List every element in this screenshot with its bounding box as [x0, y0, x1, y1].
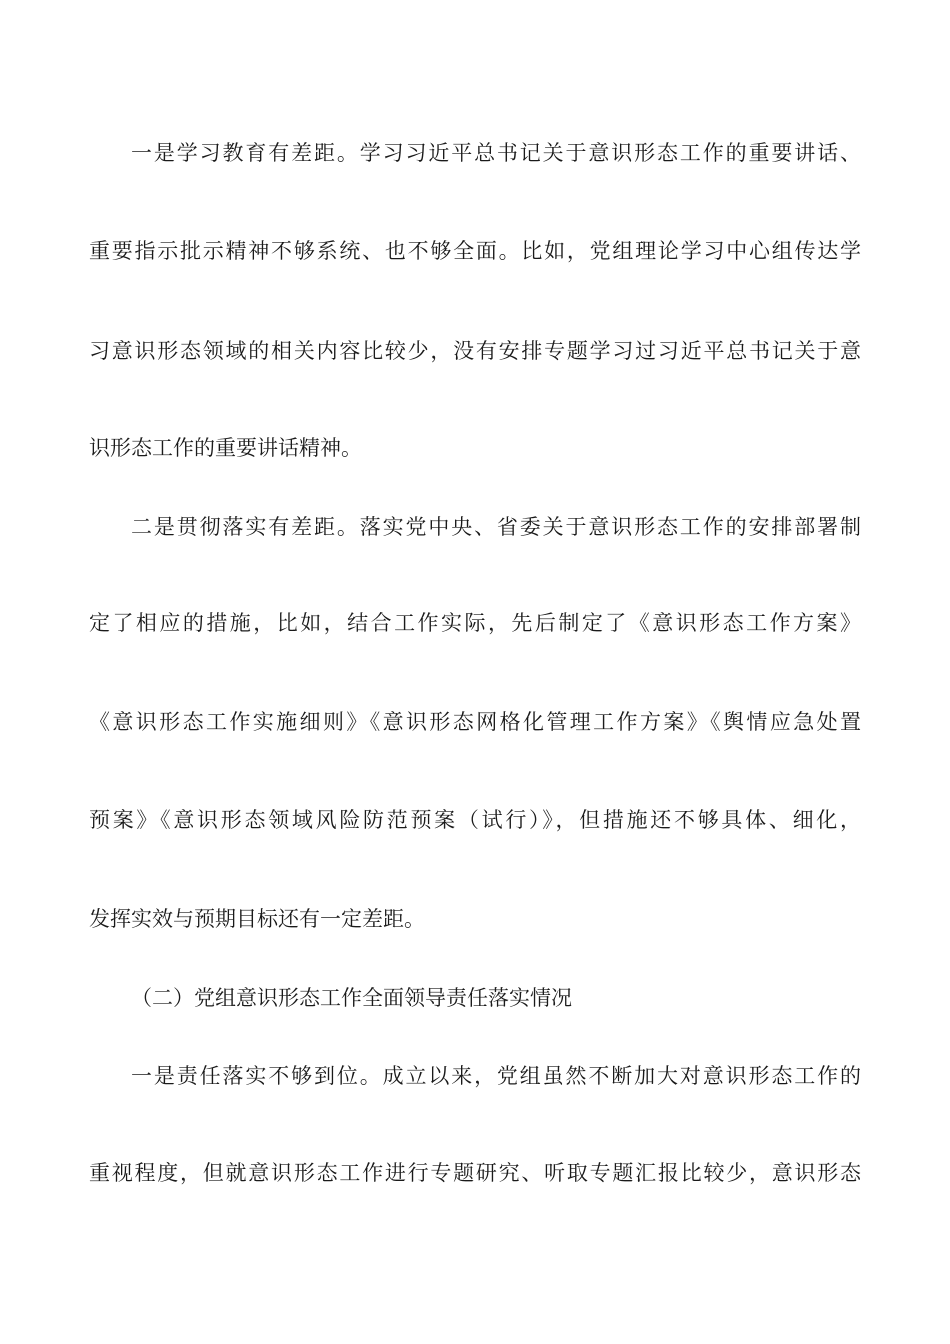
paragraph-1-line-3: 习意识形态领域的相关内容比较少，没有安排专题学习过习近平总书记关于意	[89, 339, 861, 363]
paragraph-2-line-4: 预案》《意识形态领域风险防范预案（试行）》，但措施还不够具体、细化，	[89, 808, 861, 832]
paragraph-2-line-3: 《意识形态工作实施细则》《意识形态网格化管理工作方案》《舆情应急处置	[89, 710, 861, 734]
paragraph-3-line-2: 重视程度，但就意识形态工作进行专题研究、听取专题汇报比较少，意识形态	[89, 1161, 861, 1185]
section-heading: （二）党组意识形态工作全面领导责任落实情况	[131, 986, 572, 1010]
paragraph-1-line-4: 识形态工作的重要讲话精神。	[89, 436, 362, 460]
paragraph-2-line-1: 二是贯彻落实有差距。落实党中央、省委关于意识形态工作的安排部署制	[131, 515, 861, 539]
paragraph-1-line-2: 重要指示批示精神不够系统、也不够全面。比如，党组理论学习中心组传达学	[89, 239, 861, 263]
paragraph-3-line-1: 一是责任落实不够到位。成立以来，党组虽然不断加大对意识形态工作的	[131, 1064, 861, 1088]
paragraph-2-line-2: 定了相应的措施，比如，结合工作实际，先后制定了《意识形态工作方案》	[89, 611, 861, 635]
paragraph-2-line-5: 发挥实效与预期目标还有一定差距。	[89, 907, 425, 931]
paragraph-1-line-1: 一是学习教育有差距。学习习近平总书记关于意识形态工作的重要讲话、	[131, 141, 861, 165]
